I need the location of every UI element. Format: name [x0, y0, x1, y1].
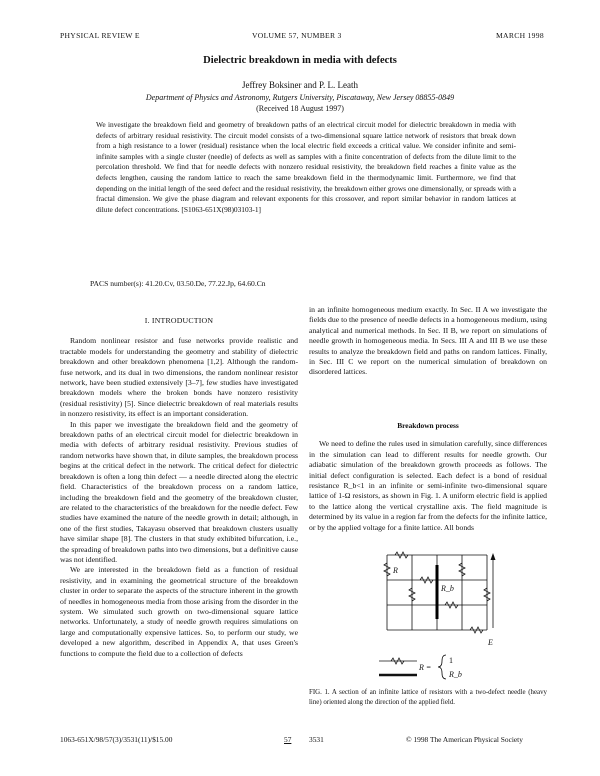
- legend-case-1: 1: [449, 656, 453, 665]
- label-e: E: [488, 638, 493, 647]
- paragraph: Random nonlinear resistor and fuse networks provide realistic and tractable models for understanding the geometry and stability of dielectric breakdown and other breakdown phenomena [1,2]. Although the random-fuse network, and its dual in two dimensions, the random nonlinear resistor network, have been studied extensively [3–7], few studies have investigated breakdown models where the broken bonds have nonzero resistivity (residual resistivity) [5]. Since dielectric breakdown of real materials results in nonzero resistivity, its effect is an important consideration.: [60, 336, 298, 419]
- volume-mark: 57: [284, 735, 292, 744]
- affiliation: Department of Physics and Astronomy, Rutgers University, Piscataway, New Jersey 08855-0849: [145, 93, 455, 102]
- label-rb: R_b: [441, 584, 454, 593]
- left-column: [60, 316, 298, 659]
- paragraph: We need to define the rules used in simulation carefully, since differences in the simulation can lead to different results for needle growth. Our adiabatic simulation of the breakdown growth proceeds as follows. The initial defect configuration is selected. Each defect is a bond of residual resistance R_b<1 in an infinite or semi-infinite two-dimensional square lattice of 1-Ω resistors, as shown in Fig. 1. A uniform electric field is applied to the lattice along the vertical crystalline axis. The field magnitude is determined by its value in a region far from the defects for the infinite lattice, or by the applied voltage for a finite lattice. All bonds: [309, 439, 548, 532]
- figure-caption: FIG. 1. A section of an infinite lattice of resistors with a two-defect needle (heavy line) oriented along the direction of the applied field.: [309, 689, 547, 707]
- issue-date: MARCH 1998: [496, 31, 544, 40]
- journal-name: PHYSICAL REVIEW E: [60, 31, 140, 40]
- authors: Jeffrey Boksiner and P. L. Leath: [241, 80, 359, 90]
- received-date: (Received 18 August 1997): [256, 104, 344, 113]
- paper-title: Dielectric breakdown in media with defects: [203, 55, 397, 66]
- page-number: 3531: [309, 735, 324, 744]
- paragraph: We are interested in the breakdown field as a function of residual resistivity, and in examining the geometrical structure of the breakdown cluster in order to separate the aspects of the structure inherent in the growth of needles in homogeneous media from those arising from the disorder in the system. We simulated such growth on two-dimensional square lattice networks. Unfortunately, a study of needle growth requires simulations on large and computationally expensive lattices. So, to perform our study, we developed a new algorithm, described in Appendix A, that uses Green's functions to compute the field due to a collection of defects: [60, 565, 298, 658]
- section-heading: I. INTRODUCTION: [144, 316, 214, 325]
- lattice-diagram: [375, 543, 499, 688]
- volume-number: VOLUME 57, NUMBER 3: [252, 31, 342, 40]
- right-column-bottom: [309, 421, 547, 533]
- abstract: We investigate the breakdown field and geometry of breakdown paths of an electrical circuit model for dielectric breakdown in media with defects of arbitrary residual resistivity. The circuit model consists of a two-dimensional square lattice network of resistors that break down from a high resistance to a lower (residual) resistance when the local electric field exceeds a critical value. We consider infinite and semi-infinite samples with a single cluster (needle) of defects as well as samples with a finite concentration of defects from the dilute limit to the percolation threshold. We find that for needle defects with nonzero residual resistivity, the breakdown field reaches a finite value as the defects lengthen, causing the random lattice to reach the same breakdown field in the thermodynamic limit. Furthermore, we find that depending on the initial length of the seed defect and the residual resistivity, the breakdown either grows one dimensionally, or spreads with a fractal dimension. We give the phase diagram and relevant exponents for this crossover, and report similar behavior in random lattices at dilute defect concentrations. [S1063-651X(98)03103-1]: [96, 120, 516, 214]
- paragraph: In this paper we investigate the breakdown field and the geometry of breakdown paths of an electrical circuit model for dielectric breakdown in media with defects of arbitrary residual resistivity. Previous studies of random networks have shown that, in dilute samples, the breakdown process begins at the critical defect in the network. The critical defect for dielectric breakdown is often a long thin defect — a needle directed along the electric field. Characteristics of the breakdown process on a random lattice, including the breakdown field and the geometry of the breakdown cluster, are related to the characteristics of the breakdown for the needle defect. Few studies have examined the nature of the needle growth in detail; although, in one of the first studies, Takayasu observed that breakdown clusters usually have similar shape [8]. The clusters in that study exhibited bifurcation, i.e., the spreading of breakdown paths into two dimensions, but a definitive cause was not identified.: [60, 419, 298, 564]
- paragraph: in an infinite homogeneous medium exactly. In Sec. II A we investigate the fields due to the presence of needle defects in a homogeneous medium, using analytical and numerical methods. In Sec. II B, we report on simulations of needle growth in homogeneous media. In Secs. III A and III B we use these results to analyze the breakdown field and paths on random lattices. Finally, in Sec. III C we report on the numerical simulation of breakdown on disordered lattices.: [309, 305, 547, 377]
- subsection-heading: Breakdown process: [397, 421, 459, 430]
- figure-1: [375, 543, 499, 688]
- issn-line: 1063-651X/98/57(3)/3531(11)/$15.00: [60, 735, 173, 744]
- legend-eq: R =: [419, 663, 432, 672]
- label-r: R: [393, 566, 398, 575]
- right-column-top: [309, 305, 547, 378]
- pacs-numbers: PACS number(s): 41.20.Cv, 03.50.De, 77.22.Jp, 64.60.Cn: [90, 279, 266, 288]
- legend-case-2: R_b: [449, 670, 462, 679]
- copyright: © 1998 The American Physical Society: [406, 735, 523, 744]
